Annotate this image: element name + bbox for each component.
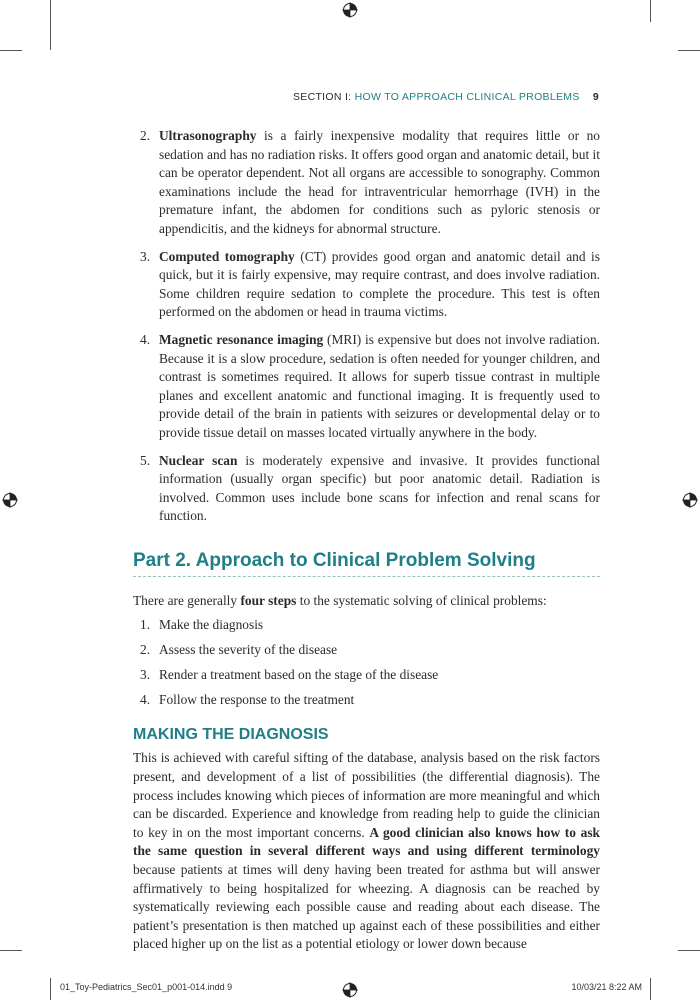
term: Ultrasonography: [159, 128, 257, 143]
step-text: Follow the response to the treatment: [159, 691, 355, 707]
registration-mark-icon: [342, 982, 358, 998]
list-item-number: 4.: [140, 331, 151, 347]
step-item: [140, 641, 600, 660]
running-head: [293, 91, 599, 103]
slug-filename: 01_Toy-Pediatrics_Sec01_p001-014.indd 9: [60, 982, 233, 992]
step-text: Render a treatment based on the stage of the disease: [159, 667, 439, 683]
list-item-number: 3.: [140, 248, 151, 264]
page-content: [133, 127, 600, 954]
body-paragraph: [133, 749, 600, 954]
step-text: Assess the severity of the disease: [159, 642, 338, 658]
crop-mark: [678, 950, 700, 951]
crop-mark: [650, 0, 651, 22]
registration-mark-icon: [342, 2, 358, 18]
step-text: Make the diagnosis: [159, 617, 264, 633]
list-item-nuclear-scan: [140, 452, 600, 526]
crop-mark: [50, 0, 51, 50]
crop-mark: [650, 978, 651, 1000]
intro-paragraph: [133, 592, 600, 611]
step-item: [140, 691, 600, 710]
part-heading: Part 2. Approach to Clinical Problem Solving: [133, 550, 600, 577]
registration-mark-icon: [2, 492, 18, 508]
slug-timestamp: 10/03/21 8:22 AM: [571, 982, 642, 992]
step-number: 1.: [140, 617, 151, 633]
list-item-number: 5.: [140, 452, 151, 468]
paragraph-text: This is achieved with careful sifting of the database, analysis based on the risk factors present, and development of a list of possibilities (the differential diagnosis). The process includes knowing which pieces of information are more meaningful and which can be discarded. Experience and knowledge from reading help to guide the clinician to key in on the most important concerns.: [133, 750, 600, 840]
step-number: 2.: [140, 642, 151, 658]
paragraph-text: because patients at times will deny having been treated for asthma but will answer affirmatively to being hospitalized for wheezing. A diagnosis can be reached by systematically reviewing each possible cause and reading about each disease. The patient’s presentation is then matched up against each of these possibilities and either placed higher up on the list as a potential etiology or lower down because: [133, 861, 600, 952]
crop-mark: [0, 50, 22, 51]
list-item-text: [159, 331, 600, 443]
registration-mark-icon: [682, 492, 698, 508]
section-label: SECTION I:: [292, 91, 352, 103]
list-item-ultrasonography: [140, 127, 600, 239]
description: is a fairly inexpensive modality that requires little or no sedation and has no radiation risks. It offers good organ and anatomic detail, but it can be operator dependent. Not all organs are accessible to sonography. Common examinations include the head for intraventricular hemorrhage (IVH) in the premature infant, the abdomen for conditions such as pyloric stenosis or appendicitis, and the kidneys for abnormal structure.: [159, 128, 600, 236]
step-item: [140, 666, 600, 685]
description: (MRI) is expensive but does not involve radiation. Because it is a slow procedure, sedation is often needed for younger children, and contrast is sometimes required. It allows for superb tissue contrast in multiple planes and excellent anatomic and functional imaging. It is frequently used to provide detail of the brain in patients with seizures or developmental delay or to provide tissue detail on masses located virtually anywhere in the body.: [159, 331, 600, 440]
paragraph-emphasis: A good clinician also knows how to ask the same question in several different ways and using different terminology: [133, 824, 600, 859]
step-number: 3.: [140, 667, 151, 683]
crop-mark: [0, 950, 22, 951]
intro-emphasis: four steps: [240, 592, 297, 608]
term: Computed tomography: [159, 248, 295, 264]
description: (CT) provides good organ and anatomic detail and is quick, but it is fairly expensive, may require contrast, and does involve radiation. Some children require sedation to complete the procedure. This test is often performed on the abdomen or head in trauma victims.: [159, 248, 600, 320]
intro-text: to the systematic solving of clinical problems:: [296, 592, 547, 608]
list-item-text: [159, 127, 600, 239]
description: is moderately expensive and invasive. It provides functional information (usually organ specific) but poor anatomic detail. Radiation is involved. Common uses include bone scans for infection and renal scans for function.: [159, 452, 600, 524]
term: Nuclear scan: [159, 452, 238, 468]
step-number: 4.: [140, 691, 151, 707]
section-title: HOW TO APPROACH CLINICAL PROBLEMS: [354, 91, 580, 103]
intro-text: There are generally: [133, 592, 241, 608]
list-item-computed-tomography: [140, 248, 600, 322]
step-item: [140, 616, 600, 635]
list-item-text: [159, 248, 600, 322]
list-item-mri: [140, 331, 600, 443]
list-item-text: [159, 452, 600, 526]
steps-list: [133, 616, 600, 709]
list-item-number: 2.: [140, 128, 151, 143]
page-number: 9: [592, 91, 599, 103]
section-heading: MAKING THE DIAGNOSIS: [133, 726, 329, 744]
crop-mark: [50, 978, 51, 1000]
term: Magnetic resonance imaging: [159, 331, 324, 347]
crop-mark: [678, 50, 700, 51]
